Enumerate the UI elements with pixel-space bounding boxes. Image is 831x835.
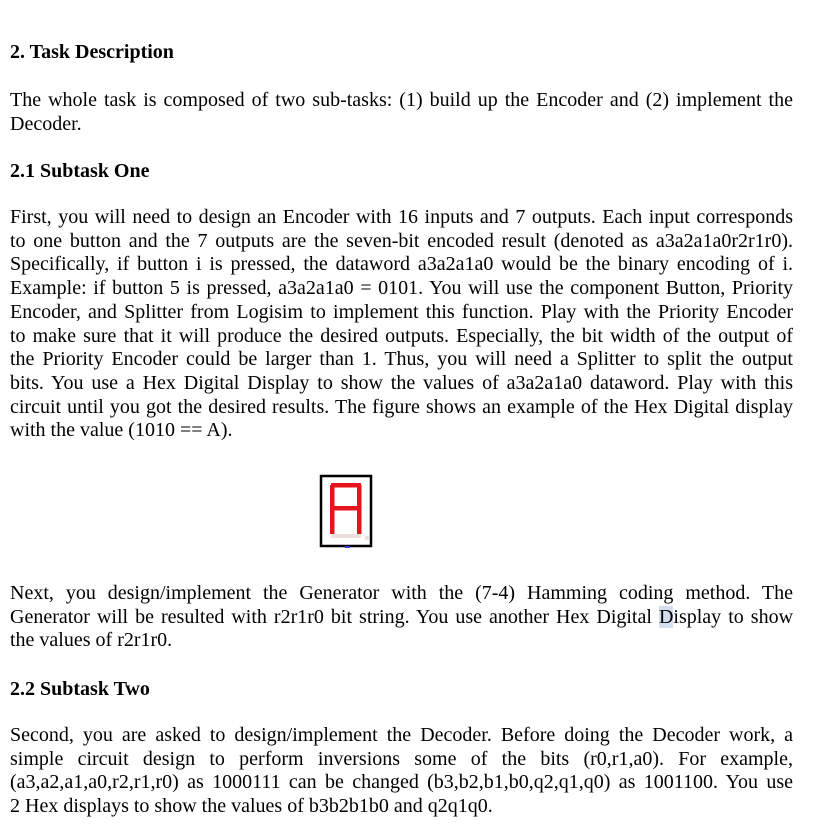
segment-dp (365, 536, 369, 540)
segment-d (331, 534, 361, 538)
text-line: First, you will need to design an Encoder with 16 inputs and 7 outputs. Each input corresponds (10, 206, 793, 228)
text-fragment: Generator will be resulted with r2r1r0 bit string. You use another Hex Digital (10, 605, 659, 628)
text-line: Decoder. (10, 112, 82, 135)
subtask-two-heading: 2.2 Subtask Two (10, 678, 150, 700)
connection-pin (345, 546, 350, 548)
hex-display-graphic (315, 470, 379, 552)
section-heading: 2. Task Description (10, 41, 174, 63)
segment-c (357, 508, 362, 534)
text-fragment: isplay to show (673, 605, 794, 628)
text-line: (a3,a2,a1,a0,r2,r1,r0) as 1000111 can be changed (b3,b2,b1,b0,q2,q1,q0) as 1001100. You use (10, 771, 793, 794)
text-line: Encoder, and Splitter from Logisim to implement this function. Play with the Priority Encoder (10, 300, 793, 323)
segment-g (331, 506, 361, 511)
text-line (10, 606, 793, 630)
text-line: the Priority Encoder could be larger than 1. Thus, you will need a Splitter to split the output (10, 348, 793, 371)
segment-b (357, 485, 362, 509)
text-line: with the value (1010 == A). (10, 419, 233, 442)
text-line: 2 Hex displays to show the values of b3b2b1b0 and q2q1q0. (10, 795, 493, 818)
generator-paragraph (10, 582, 793, 653)
text-line: Specifically, if button i is pressed, the dataword a3a2a1a0 would be the binary encoding of i. (10, 253, 793, 276)
text-line: Example: if button 5 is pressed, a3a2a1a0 = 0101. You will use the component Button, Priority (10, 277, 793, 300)
text-line: Second, you are asked to design/implement the Decoder. Before doing the Decoder work, a (10, 724, 793, 746)
text-line: Next, you design/implement the Generator with the (7-4) Hamming coding method. The (10, 582, 793, 604)
text-line: to one button and the 7 outputs are the seven-bit encoded result (denoted as a3a2a1a0r2r1r0). (10, 229, 793, 252)
text-line: the values of r2r1r0. (10, 629, 173, 652)
segment-e (330, 508, 335, 534)
subtask-two-paragraph (10, 724, 793, 819)
subtask-one-heading: 2.1 Subtask One (10, 160, 150, 182)
segment-f (330, 485, 335, 509)
subtask-one-paragraph (10, 206, 793, 443)
intro-paragraph (10, 89, 793, 136)
text-line: to make sure that it will produce the desired outputs. Especially, the bit width of the output of (10, 324, 793, 347)
text-line: bits. You use a Hex Digital Display to show the values of a3a2a1a0 dataword. Play with this (10, 371, 793, 394)
hex-digit-value: A (315, 470, 316, 471)
segment-a (331, 483, 361, 488)
text-line: simple circuit design to perform inversions some of the bits (r0,r1,a0). For example, (10, 747, 793, 770)
text-line: circuit until you got the desired results. The figure shows an example of the Hex Digital display (10, 395, 793, 418)
hex-digital-display-figure (315, 470, 379, 552)
text-line: The whole task is composed of two sub-tasks: (1) build up the Encoder and (2) implement the (10, 89, 793, 111)
text-selection-highlight: D (658, 605, 674, 628)
